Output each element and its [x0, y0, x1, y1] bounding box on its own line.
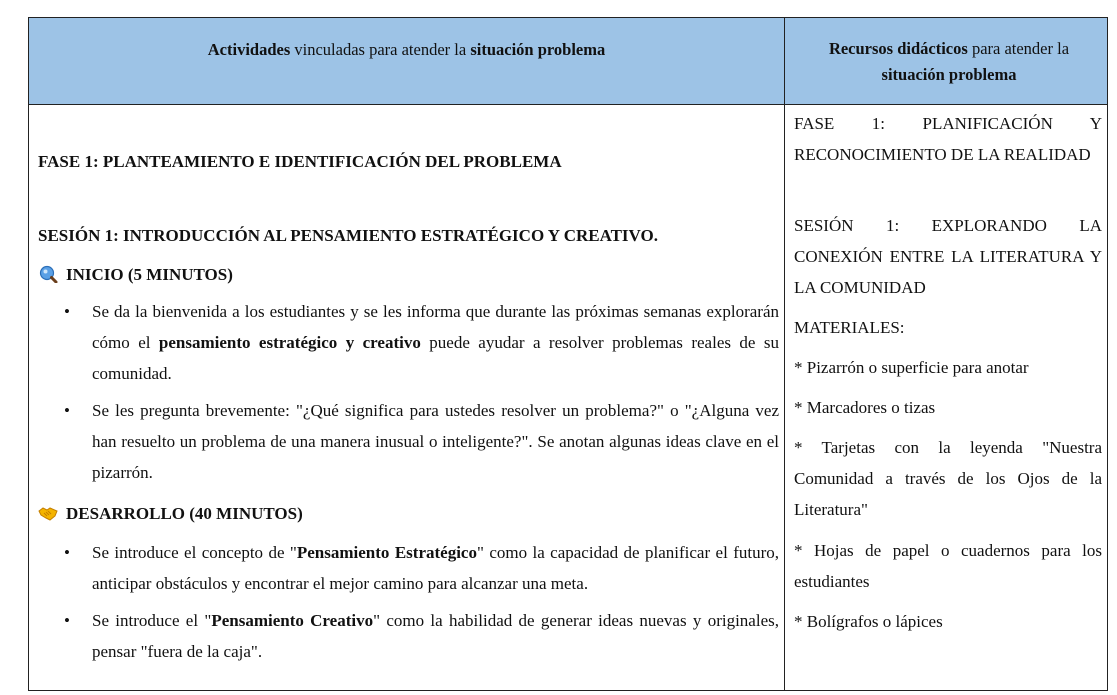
header-activities-text: vinculadas para atender la: [290, 40, 471, 59]
table-header-row: [29, 18, 1107, 105]
list-item: [38, 395, 779, 488]
header-activities-bold-2: situación problema: [470, 40, 606, 59]
lesson-plan-table: [28, 17, 1108, 691]
list-bold: Pensamiento Creativo: [211, 611, 374, 630]
list-text: " como la capacidad de planificar el futuro, anticipar obstáculos y encontrar el mejor camino para alcanzar una meta.: [92, 543, 780, 593]
header-resources-bold-1: Recursos didácticos: [828, 39, 968, 58]
list-text: puede ayudar a resolver problemas reales de su comunidad.: [92, 333, 779, 383]
inicio-heading: [38, 265, 233, 285]
header-activities-bold-1: Actividades: [207, 40, 291, 59]
header-resources: [799, 36, 1099, 88]
resources-session: SESIÓN 1: EXPLORANDO LA CONEXIÓN ENTRE LA LITERATURA Y LA COMUNIDAD: [794, 216, 1102, 297]
list-text: Se introduce el concepto de ": [92, 543, 297, 562]
list-bold: Pensamiento Estratégico: [296, 543, 477, 562]
material-item: * Marcadores o tizas: [794, 398, 936, 417]
list-bold: pensamiento estratégico y creativo: [158, 333, 421, 352]
list-item: [38, 537, 779, 599]
desarrollo-list: [38, 537, 779, 673]
header-resources-bold-2: situación problema: [881, 65, 1017, 84]
session-heading: SESIÓN 1: INTRODUCCIÓN AL PENSAMIENTO ESTRATÉGICO Y CREATIVO.: [38, 226, 658, 245]
material-item: * Hojas de papel o cuadernos para los estudiantes: [794, 541, 1102, 591]
resources-phase: FASE 1: PLANIFICACIÓN Y RECONOCIMIENTO DE LA REALIDAD: [794, 114, 1102, 164]
list-text: Se introduce el ": [92, 611, 212, 630]
material-item: * Pizarrón o superficie para anotar: [794, 358, 1029, 377]
inicio-heading-text: INICIO (5 MINUTOS): [66, 265, 233, 284]
materials-label: MATERIALES:: [794, 318, 905, 337]
column-divider: [784, 18, 785, 690]
desarrollo-heading-text: DESARROLLO (40 MINUTOS): [66, 504, 303, 523]
list-item: [38, 296, 779, 389]
list-item: [38, 605, 779, 667]
handshake-icon: [38, 504, 58, 522]
material-item: * Tarjetas con la leyenda "Nuestra Comunidad a través de los Ojos de la Literatura": [794, 438, 1102, 519]
list-text: Se les pregunta brevemente: "¿Qué significa para ustedes resolver un problema?" o "¿Alguna vez han resuelto un problema de una manera inusual o inteligente?". Se anotan algunas ideas clave en el pizarrón.: [92, 401, 779, 482]
header-resources-text: para atender la: [967, 39, 1070, 58]
desarrollo-heading: [38, 504, 303, 524]
list-text: Se da la bienvenida a los estudiantes y se les informa que durante las próximas semanas explorarán cómo el: [92, 302, 779, 352]
header-activities: [29, 38, 784, 62]
material-item: * Bolígrafos o lápices: [794, 612, 943, 631]
inicio-list: [38, 296, 779, 494]
list-text: " como la habilidad de generar ideas nuevas y originales, pensar "fuera de la caja".: [92, 611, 779, 661]
phase-heading: FASE 1: PLANTEAMIENTO E IDENTIFICACIÓN DEL PROBLEMA: [38, 152, 562, 171]
magnifier-icon: [38, 265, 58, 283]
